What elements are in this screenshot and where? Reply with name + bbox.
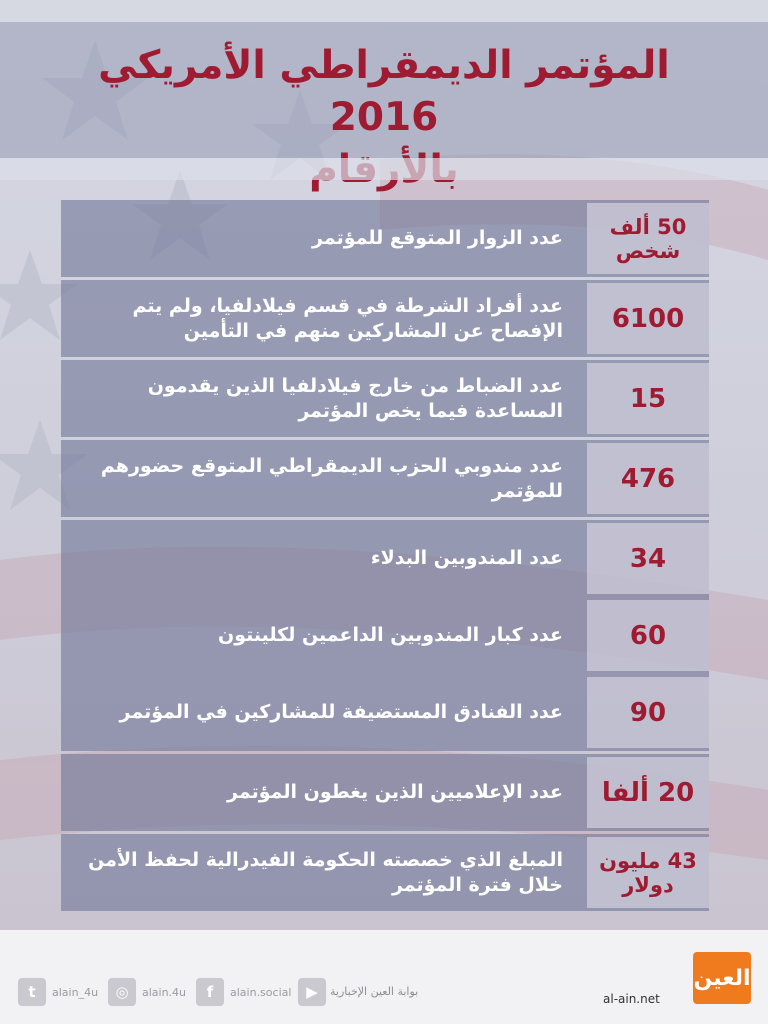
youtube-icon: ▶ — [298, 978, 326, 1006]
table-row — [61, 754, 709, 831]
stat-description: عدد أفراد الشرطة في قسم فيلادلفيا، ولم يتم الإفصاح عن المشاركين منهم في التأمين — [132, 294, 563, 342]
facebook-link[interactable] — [196, 978, 291, 1006]
youtube-label: بوابة العين الإخبارية — [330, 985, 419, 998]
stat-number: 20 ألفا — [587, 757, 709, 828]
stat-description: عدد المندوبين البدلاء — [370, 547, 563, 569]
stat-description: عدد مندوبي الحزب الديمقراطي المتوقع حضورهم للمؤتمر — [100, 454, 563, 502]
stat-number: 60 — [587, 600, 709, 671]
stat-number: 476 — [587, 443, 709, 514]
title-divider — [0, 158, 768, 180]
table-row — [61, 834, 709, 911]
table-row — [61, 520, 709, 597]
twitter-icon: t — [18, 978, 46, 1006]
table-row — [61, 674, 709, 751]
stat-number: 43 مليون دولار — [587, 837, 709, 908]
table-row — [61, 280, 709, 357]
stat-description: عدد الإعلاميين الذين يغطون المؤتمر — [227, 781, 563, 803]
table-row — [61, 360, 709, 437]
site-url[interactable]: al-ain.net — [603, 992, 660, 1006]
instagram-handle: alain.4u — [142, 985, 187, 999]
table-row — [61, 597, 709, 674]
instagram-icon: ◎ — [108, 978, 136, 1006]
stat-number: 15 — [587, 363, 709, 434]
instagram-link[interactable] — [108, 978, 186, 1006]
stat-description: عدد الزوار المتوقع للمؤتمر — [312, 227, 563, 249]
stat-description: عدد الضباط من خارج فيلادلفيا الذين يقدمون المساعدة فيما يخص المؤتمر — [147, 374, 563, 422]
youtube-link[interactable] — [298, 978, 332, 1006]
stat-description: المبلغ الذي خصصته الحكومة الفيدرالية لحفظ الأمن خلال فترة المؤتمر — [88, 848, 563, 896]
stat-number: 34 — [587, 523, 709, 594]
stat-number: 90 — [587, 677, 709, 748]
facebook-handle: alain.social — [230, 985, 292, 999]
stat-number: 6100 — [587, 283, 709, 354]
footer — [0, 930, 768, 1024]
twitter-link[interactable] — [18, 978, 98, 1006]
table-row — [61, 440, 709, 517]
twitter-handle: alain_4u — [52, 985, 99, 999]
stat-number: 50 ألف شخص — [587, 203, 709, 274]
stats-table — [61, 200, 709, 912]
facebook-icon: f — [196, 978, 224, 1006]
table-row — [61, 200, 709, 277]
stat-description: عدد الفنادق المستضيفة للمشاركين في المؤتمر — [119, 701, 563, 723]
stat-description: عدد كبار المندوبين الداعمين لكلينتون — [218, 624, 563, 646]
al-ain-logo: العين — [693, 952, 751, 1004]
title-line-1: المؤتمر الديمقراطي الأمريكي 2016 — [98, 43, 670, 140]
